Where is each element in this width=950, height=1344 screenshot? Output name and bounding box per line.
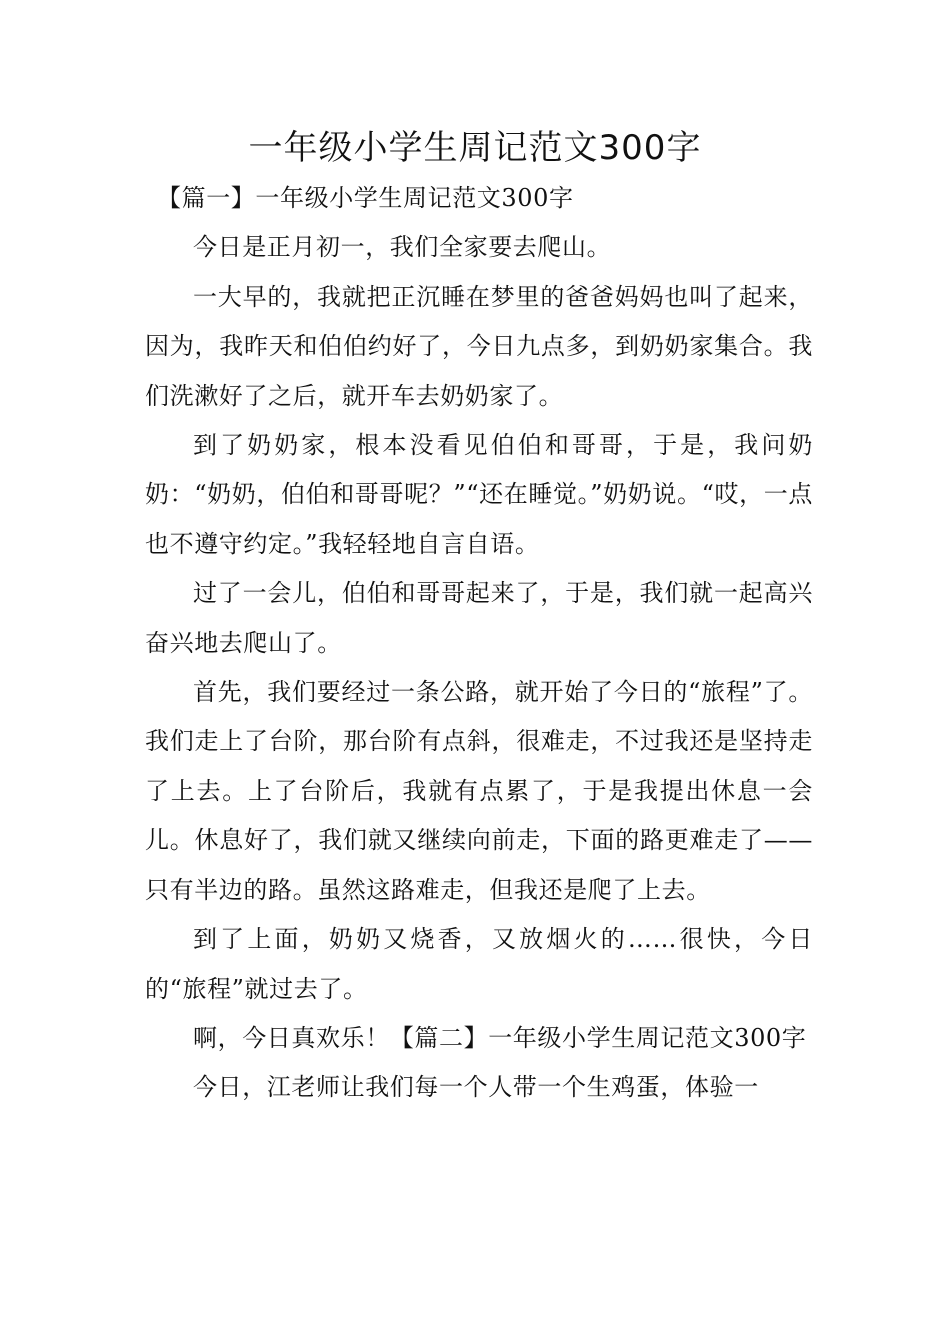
paragraph: 今日，江老师让我们每一个人带一个生鸡蛋，体验一: [193, 1073, 759, 1102]
paragraph: 首先，我们要经过一条公路，就开始了今日的“旅程”了。我们走上了台阶，那台阶有点斜，很难走，不过我还是坚持走了上去。上了台阶后，我就有点累了，于是我提出休息一会儿。休息好了，我们就又继续向前走，下面的路更难走了——只有半边的路。虽然这路难走，但我还是爬了上去。: [145, 678, 813, 904]
document-title: 一年级小学生周记范文300字: [248, 128, 702, 168]
paragraph: 过了一会儿，伯伯和哥哥起来了，于是，我们就一起高兴奋兴地去爬山了。: [145, 579, 813, 657]
paragraph: 今日是正月初一，我们全家要去爬山。: [193, 233, 612, 262]
paragraph: 一大早的，我就把正沉睡在梦里的爸爸妈妈也叫了起来，因为，我昨天和伯伯约好了，今日九点多，到奶奶家集合。我们洗漱好了之后，就开车去奶奶家了。: [145, 282, 813, 410]
document-body: [145, 174, 813, 1113]
paragraph: 啊，今日真欢乐！【篇二】一年级小学生周记范文300字: [193, 1023, 807, 1052]
paragraph: 到了上面，奶奶又烧香，又放烟火的……很快，今日的“旅程”就过去了。: [145, 925, 813, 1003]
paragraph: 到了奶奶家，根本没看见伯伯和哥哥，于是，我问奶奶：“奶奶，伯伯和哥哥呢？”“还在睡觉。”奶奶说。“哎，一点也不遵守约定。”我轻轻地自言自语。: [145, 431, 813, 558]
section-heading: 【篇一】一年级小学生周记范文300字: [157, 184, 574, 212]
